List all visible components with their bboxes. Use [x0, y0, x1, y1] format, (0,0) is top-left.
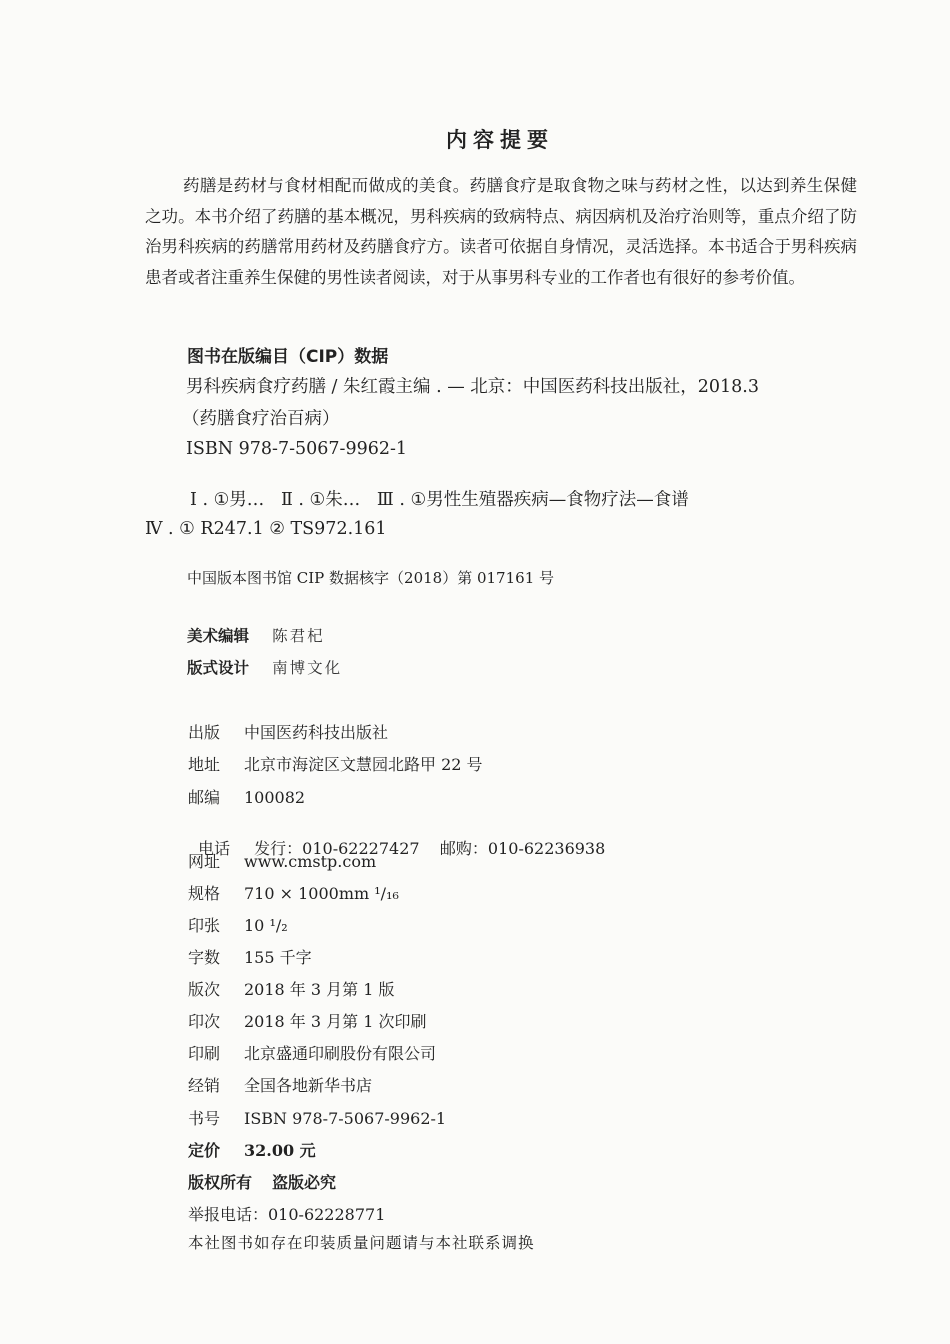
- editor-row-layout: [187, 656, 342, 678]
- cip-heading: 图书在版编目（CIP）数据: [187, 347, 389, 367]
- detail-row-sheets: 印张 10 ¹/₂: [188, 916, 288, 935]
- cip-classes2: Ⅳ . ① R247.1 ② TS972.161: [145, 519, 387, 539]
- summary-title: 内容提要: [446, 128, 554, 152]
- detail-row-distributor: 经销 全国各地新华书店: [188, 1076, 373, 1095]
- cip-classes1: Ⅰ . ①男… Ⅱ . ①朱… Ⅲ . ①男性生殖器疾病—食物疗法—食谱: [190, 490, 689, 510]
- detail-row-wordcount: 字数 155 千字: [188, 948, 312, 967]
- cip-line1: 男科疾病食疗药膳 / 朱红霞主编 . — 北京：中国医药科技出版社，2018.3: [186, 377, 760, 397]
- quality-notice: 本社图书如存在印装质量问题请与本社联系调换: [188, 1234, 535, 1252]
- detail-row-postcode: 邮编 100082: [188, 788, 306, 807]
- editor-label: 版式设计: [187, 659, 250, 677]
- editor-label: 美术编辑: [187, 627, 250, 645]
- cip-line2: （药膳食疗治百病）: [182, 409, 340, 429]
- summary-text: 药膳是药材与食材相配而做成的美食。药膳食疗是取食物之味与药材之性，以达到养生保健之功。本书介绍了药膳的基本概况，男科疾病的致病特点、病因病机及治疗治则等，重点介绍了防治男科疾病的药膳常用药材及药膳食疗方。读者可依据自身情况，灵活选择。本书适合于男科疾病患者或者注重养生保健的男性读者阅读，对于从事男科专业的工作者也有很好的参考价值。: [145, 176, 857, 287]
- detail-row-price: 定价 32.00 元: [188, 1141, 316, 1160]
- report-phone: 举报电话：010-62228771: [188, 1205, 386, 1224]
- detail-row-website: 网址 www.cmstp.com: [188, 852, 377, 871]
- cip-verify: 中国版本图书馆 CIP 数据核字（2018）第 017161 号: [187, 569, 555, 587]
- detail-row-phone: 电话 发行：010-62227427 邮购：010-62236938: [198, 839, 606, 858]
- editor-value: 南博文化: [272, 659, 343, 677]
- detail-row-publisher: 出版 中国医药科技出版社: [188, 723, 389, 742]
- detail-row-edition: 版次 2018 年 3 月第 1 版: [188, 980, 395, 999]
- detail-row-address: 地址 北京市海淀区文慧园北路甲 22 号: [188, 755, 483, 774]
- detail-row-printer: 印刷 北京盛通印刷股份有限公司: [188, 1044, 437, 1063]
- detail-row-printing: 印次 2018 年 3 月第 1 次印刷: [188, 1012, 427, 1031]
- editor-value: 陈君杞: [272, 627, 325, 645]
- detail-row-booknumber: 书号 ISBN 978-7-5067-9962-1: [188, 1109, 447, 1128]
- rights-statement: 版权所有 盗版必究: [188, 1173, 337, 1192]
- cip-isbn: ISBN 978-7-5067-9962-1: [186, 439, 408, 459]
- detail-row-format: 规格 710 × 1000mm ¹/₁₆: [188, 884, 399, 903]
- editor-row-art: [187, 624, 325, 646]
